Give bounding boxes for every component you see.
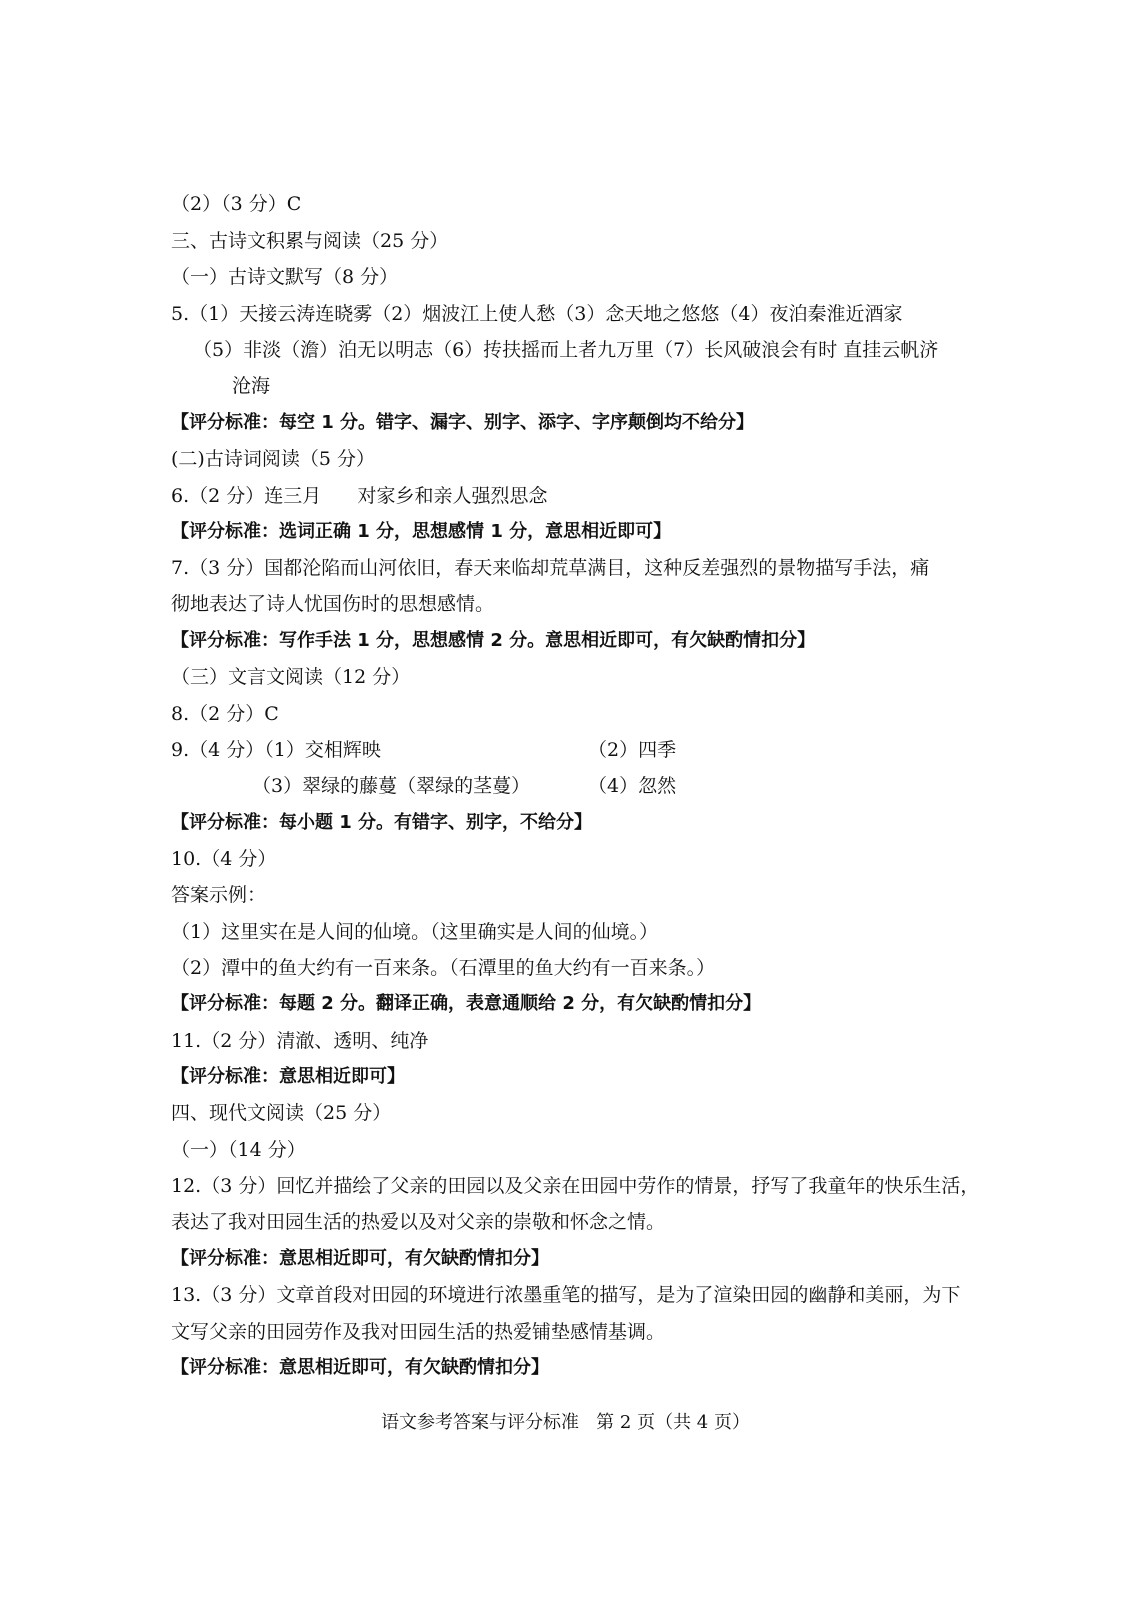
answer-line: （4）忽然 [588, 775, 677, 797]
answer-line: 彻地表达了诗人忧国伤时的思想感情。 [171, 593, 495, 615]
scoring-criteria: 【评分标准：意思相近即可，有欠缺酌情扣分】 [171, 1248, 549, 1269]
answer-line: 12.（3 分）回忆并描绘了父亲的田园以及父亲在田园中劳作的情景，抒写了我童年的快乐生活， [171, 1175, 980, 1197]
answer-line: 答案示例： [171, 884, 267, 906]
scoring-criteria: 【评分标准：每题 2 分。翻译正确，表意通顺给 2 分，有欠缺酌情扣分】 [171, 993, 762, 1014]
answer-line: 7.（3 分）国都沦陷而山河依旧，春天来临却荒草满目，这种反差强烈的景物描写手法，痛 [171, 557, 930, 579]
scoring-criteria: 【评分标准：选词正确 1 分，思想感情 1 分，意思相近即可】 [171, 521, 672, 542]
answer-line: 5.（1）天接云涛连晓雾（2）烟波江上使人愁（3）念天地之悠悠（4）夜泊秦淮近酒家 [171, 303, 903, 325]
answer-line: 10.（4 分） [171, 848, 277, 870]
subsection-heading: （三）文言文阅读（12 分） [171, 666, 411, 688]
subsection-heading: （一）（14 分） [171, 1139, 306, 1161]
answer-line: 文写父亲的田园劳作及我对田园生活的热爱铺垫感情基调。 [171, 1321, 666, 1343]
answer-line: 13.（3 分）文章首段对田园的环境进行浓墨重笔的描写，是为了渲染田园的幽静和美丽，为下 [171, 1284, 961, 1306]
scoring-criteria: 【评分标准：每空 1 分。错字、漏字、别字、添字、字序颠倒均不给分】 [171, 412, 755, 433]
answer-line: （1）这里实在是人间的仙境。（这里确实是人间的仙境。） [171, 921, 659, 943]
answer-line: （3）翠绿的藤蔓（翠绿的茎蔓） [252, 775, 531, 797]
answer-line: 9.（4 分）（1）交相辉映 [171, 739, 381, 761]
answer-line: 6.（2 分）连三月 对家乡和亲人强烈思念 [171, 485, 548, 507]
answer-line: （2）四季 [588, 739, 677, 761]
answer-line: 沧海 [232, 375, 271, 397]
scoring-criteria: 【评分标准：意思相近即可】 [171, 1066, 405, 1087]
answer-line: 11.（2 分）清澈、透明、纯净 [171, 1030, 429, 1052]
page-footer: 语文参考答案与评分标准 第 2 页（共 4 页） [381, 1412, 750, 1433]
answer-line: （2）潭中的鱼大约有一百来条。（石潭里的鱼大约有一百来条。） [171, 957, 716, 979]
answer-line: 8.（2 分）C [171, 703, 279, 725]
subsection-heading: (二)古诗词阅读（5 分） [171, 448, 375, 470]
scoring-criteria: 【评分标准：意思相近即可，有欠缺酌情扣分】 [171, 1357, 549, 1378]
scoring-criteria: 【评分标准：每小题 1 分。有错字、别字，不给分】 [171, 812, 593, 833]
text-line: （2）（3 分）C [171, 193, 302, 215]
subsection-heading: （一）古诗文默写（8 分） [171, 266, 399, 288]
section-heading: 四、现代文阅读（25 分） [171, 1102, 392, 1124]
scoring-criteria: 【评分标准：写作手法 1 分，思想感情 2 分。意思相近即可，有欠缺酌情扣分】 [171, 630, 816, 651]
answer-line: 表达了我对田园生活的热爱以及对父亲的崇敬和怀念之情。 [171, 1211, 666, 1233]
section-heading: 三、古诗文积累与阅读（25 分） [171, 230, 449, 252]
answer-line: （5）非淡（澹）泊无以明志（6）抟扶摇而上者九万里（7）长风破浪会有时 直挂云帆济 [193, 339, 939, 361]
